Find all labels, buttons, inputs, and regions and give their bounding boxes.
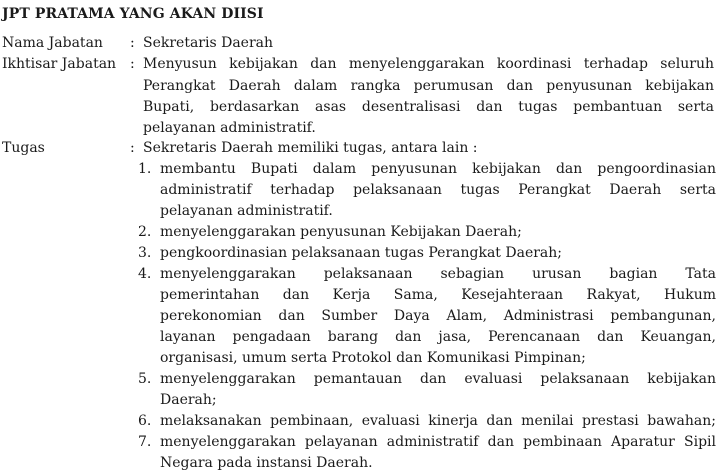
- colon-separator: :: [130, 140, 135, 156]
- tugas-item-line: pengkoordinasian pelaksanaan tugas Perangkat Daerah;: [160, 245, 563, 261]
- colon-separator: :: [130, 35, 135, 51]
- tugas-label: Tugas: [2, 140, 45, 156]
- tugas-item-line: Daerah;: [160, 392, 217, 408]
- tugas-item-number: 7.: [138, 434, 152, 450]
- tugas-item-line: pemerintahan dan Kerja Sama, Kesejahteraan Rakyat, Hukum: [160, 287, 716, 303]
- tugas-intro: Sekretaris Daerah memiliki tugas, antara lain :: [143, 140, 478, 156]
- tugas-item-number: 4.: [138, 266, 152, 282]
- tugas-item-line: melaksanakan pembinaan, evaluasi kinerja dan menilai prestasi bawahan;: [160, 413, 716, 429]
- document-title: JPT PRATAMA YANG AKAN DIISI: [2, 6, 264, 22]
- tugas-item-line: pelayanan administratif.: [160, 203, 333, 219]
- ikhtisar-line: Bupati, berdasarkan asas desentralisasi dan tugas pembantuan serta: [143, 99, 714, 115]
- tugas-item-line: organisasi, umum serta Protokol dan Komunikasi Pimpinan;: [160, 350, 586, 366]
- tugas-item-line: administratif terhadap pelaksanaan tugas Perangkat Daerah serta: [160, 182, 716, 198]
- tugas-item-line: membantu Bupati dalam penyusunan kebijakan dan pengoordinasian: [160, 161, 716, 177]
- tugas-item-line: menyelenggarakan pemantauan dan evaluasi pelaksanaan kebijakan: [160, 371, 716, 387]
- tugas-item-number: 2.: [138, 224, 152, 240]
- ikhtisar-line: Menyusun kebijakan dan menyelenggarakan koordinasi terhadap seluruh: [143, 56, 714, 72]
- ikhtisar-line: Perangkat Daerah dalam rangka perumusan dan penyusunan kebijakan: [143, 78, 714, 94]
- tugas-item-line: menyelenggarakan pelayanan administratif dan pembinaan Aparatur Sipil: [160, 434, 716, 450]
- tugas-item-number: 3.: [138, 245, 152, 261]
- ikhtisar-jabatan-label: Ikhtisar Jabatan: [2, 56, 117, 72]
- tugas-item-line: perekonomian dan Sumber Daya Alam, Administrasi pembangunan,: [160, 308, 716, 324]
- tugas-item-line: menyelenggarakan penyusunan Kebijakan Daerah;: [160, 224, 522, 240]
- tugas-item-number: 6.: [138, 413, 152, 429]
- tugas-item-number: 1.: [138, 161, 152, 177]
- nama-jabatan-value: Sekretaris Daerah: [143, 35, 274, 51]
- tugas-item-line: menyelenggarakan pelaksanaan sebagian urusan bagian Tata: [160, 266, 716, 282]
- colon-separator: :: [130, 56, 135, 72]
- nama-jabatan-label: Nama Jabatan: [2, 35, 103, 51]
- tugas-item-number: 5.: [138, 371, 152, 387]
- ikhtisar-line: pelayanan administratif.: [143, 120, 316, 136]
- tugas-item-line: layanan pengadaan barang dan jasa, Perencanaan dan Keuangan,: [160, 329, 716, 345]
- tugas-item-line: Negara pada instansi Daerah.: [160, 455, 373, 471]
